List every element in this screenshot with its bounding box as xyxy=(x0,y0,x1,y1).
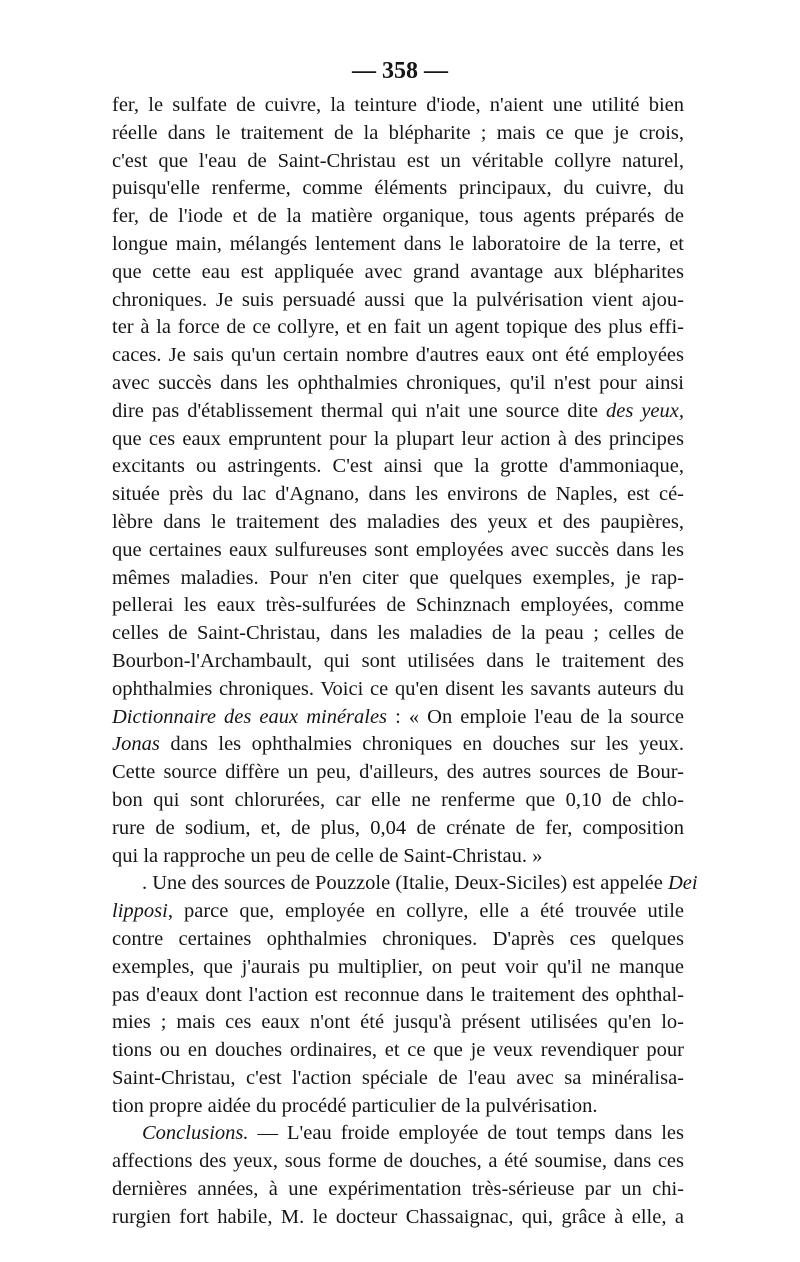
text-line: que certaines eaux sulfureuses sont employées avec succès dans les xyxy=(112,538,684,561)
text-line: pellerai les eaux très-sulfurées de Schinznach employées, comme xyxy=(112,594,684,617)
italic-dei: Dei xyxy=(667,872,698,895)
italic-des-yeux: des yeux, xyxy=(605,399,685,422)
text-line: puisqu'elle renferme, comme éléments principaux, du cuivre, du xyxy=(112,177,684,200)
text-line xyxy=(112,704,684,732)
text-line: affections des yeux, sous forme de douches, a été soumise, dans ces xyxy=(112,1150,684,1173)
text-line: fer, de l'iode et de la matière organique, tous agents préparés de xyxy=(112,205,684,228)
text-line: rure de sodium, et, de plus, 0,04 de crénate de fer, composition xyxy=(112,816,684,839)
text-line xyxy=(112,398,684,426)
text-line: excitants ou astringents. C'est ainsi que la grotte d'ammoniaque, xyxy=(112,455,684,478)
text-line: lèbre dans le traitement des maladies des yeux et des paupières, xyxy=(112,510,684,533)
text-segment: — L'eau froide employée de tout temps dans les xyxy=(248,1122,684,1145)
text-line xyxy=(112,870,698,898)
text-line: caces. Je sais qu'un certain nombre d'autres eaux ont été employées xyxy=(112,344,684,367)
body-text xyxy=(112,92,698,1232)
text-line: qui la rapproche un peu de celle de Saint-Christau. » xyxy=(112,844,543,867)
text-line: ophthalmies chroniques. Voici ce qu'en disent les savants auteurs du xyxy=(112,677,684,700)
text-line: Cette source diffère un peu, d'ailleurs, des autres sources de Bour- xyxy=(112,761,684,784)
text-line: que cette eau est appliquée avec grand avantage aux blépharites xyxy=(112,260,684,283)
text-segment: dans les ophthalmies chroniques en douches sur les yeux. xyxy=(170,733,684,756)
text-line: exemples, que j'aurais pu multiplier, on peut voir qu'il ne manque xyxy=(112,955,684,978)
text-line xyxy=(112,898,684,926)
text-line: réelle dans le traitement de la blépharite ; mais ce que je crois, xyxy=(112,121,684,144)
text-line: tion propre aidée du procédé particulier de la pulvérisation. xyxy=(112,1094,598,1117)
text-line: celles de Saint-Christau, dans les maladies de la peau ; celles de xyxy=(112,622,684,645)
text-segment: . Une des sources de Pouzzole (Italie, Deux-Siciles) est appelée xyxy=(142,872,663,895)
text-line: Saint-Christau, c'est l'action spéciale de l'eau avec sa minéralisa- xyxy=(112,1066,684,1089)
text-segment: dire pas d'établissement thermal qui n'ait une source dite xyxy=(112,399,598,422)
italic-lipposi: lipposi xyxy=(112,900,168,923)
text-line: avec succès dans les ophthalmies chroniques, qu'il n'est pour ainsi xyxy=(112,371,684,394)
text-line: contre certaines ophthalmies chroniques. D'après ces quelques xyxy=(112,927,684,950)
text-line: Bourbon-l'Archambault, qui sont utilisées dans le traitement des xyxy=(112,649,684,672)
text-line xyxy=(112,731,684,759)
text-line xyxy=(112,1120,684,1148)
page-number: — 358 — xyxy=(352,58,448,84)
text-line: située près du lac d'Agnano, dans les environs de Naples, est cé- xyxy=(112,483,684,506)
text-line: pas d'eaux dont l'action est reconnue dans le traitement des ophthal- xyxy=(112,983,684,1006)
text-line: mies ; mais ces eaux n'ont été jusqu'à présent utilisées qu'en lo- xyxy=(112,1011,684,1034)
italic-jonas: Jonas xyxy=(112,733,160,756)
text-line: fer, le sulfate de cuivre, la teinture d'iode, n'aient une utilité bien xyxy=(112,94,684,116)
italic-conclusions: Conclusions. xyxy=(142,1122,249,1145)
text-line: ter à la force de ce collyre, et en fait un agent topique des plus effi- xyxy=(112,316,684,339)
text-line: chroniques. Je suis persuadé aussi que la pulvérisation vient ajou- xyxy=(112,288,684,311)
text-line: rurgien fort habile, M. le docteur Chassaignac, qui, grâce à elle, a xyxy=(112,1205,684,1228)
italic-dictionnaire: Dictionnaire des eaux minérales xyxy=(112,705,388,728)
text-line: mêmes maladies. Pour n'en citer que quelques exemples, je rap- xyxy=(112,566,684,589)
text-segment: , parce que, employée en collyre, elle a été trouvée utile xyxy=(167,900,684,923)
text-line: dernières années, à une expérimentation très-sérieuse par un chi- xyxy=(112,1178,684,1201)
text-line: que ces eaux empruntent pour la plupart leur action à des principes xyxy=(112,427,684,450)
text-line: c'est que l'eau de Saint-Christau est un véritable collyre naturel, xyxy=(112,149,684,172)
text-line: tions ou en douches ordinaires, et ce que je veux revendiquer pour xyxy=(112,1039,684,1062)
text-line: bon qui sont chlorurées, car elle ne renferme que 0,10 de chlo- xyxy=(112,788,684,811)
text-segment: : « On emploie l'eau de la source xyxy=(395,705,685,728)
text-line: longue main, mélangés lentement dans le laboratoire de la terre, et xyxy=(112,232,684,255)
